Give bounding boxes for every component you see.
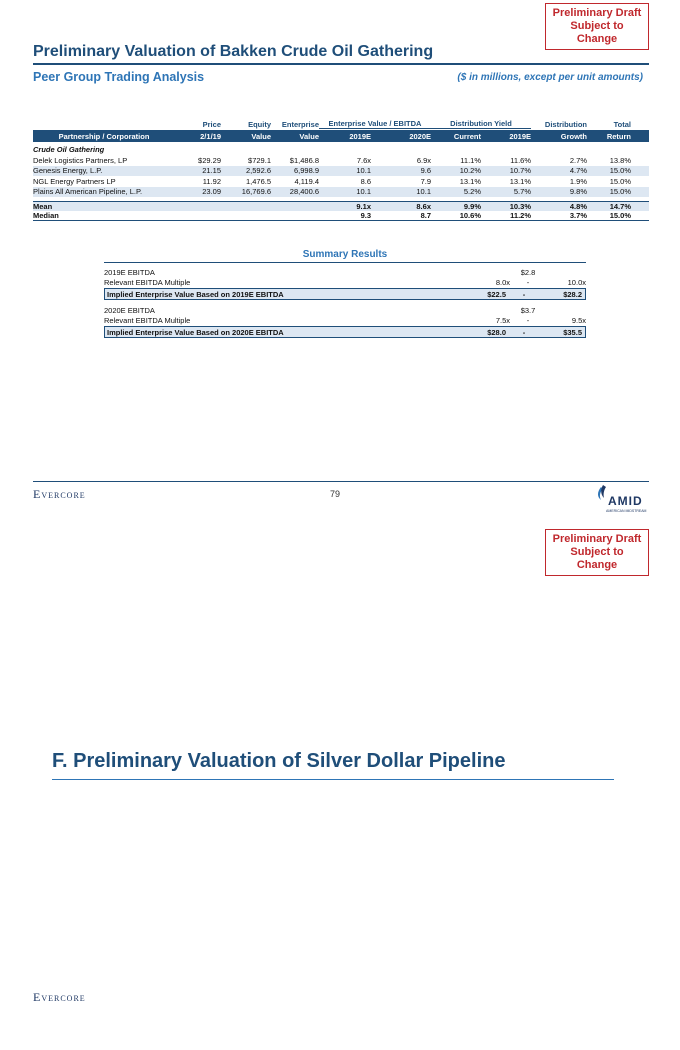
row-yield-2019: 10.7% [509,166,531,176]
draft-stamp [545,3,649,50]
row-name: NGL Energy Partners LP [33,176,116,186]
row-growth: 2.7% [569,155,587,165]
row-price: 21.15 [202,166,221,176]
mean-ev-2020: 8.6x [416,202,431,211]
row-enterprise: 4,119.4 [294,176,319,186]
ebitda-2020-value: $3.7 [520,305,536,315]
implied-ev-2020-label: Implied Enterprise Value Based on 2020E EBITDA [107,327,284,337]
col-header-enterprise-value: Value [299,131,319,141]
summary-divider [104,262,586,263]
summary-title: Summary Results [302,249,388,260]
median-return: 15.0% [609,211,631,220]
table-row [33,166,649,177]
median-ev-2019: 9.3 [360,211,371,220]
row-ev-2020: 9.6 [420,166,431,176]
implied-ev-2019-label: Implied Enterprise Value Based on 2019E EBITDA [107,289,284,299]
col-header-date: 2/1/19 [200,131,221,141]
implied-ev-2020-row [104,326,586,338]
ebitda-2019-label: 2019E EBITDA [104,267,155,277]
stamp-line-1: Preliminary Draft [552,7,642,19]
row-return: 15.0% [609,176,631,186]
median-ev-2020: 8.7 [420,211,431,220]
median-current-yield: 10.6% [459,211,481,220]
page-title: Preliminary Valuation of Bakken Crude Oil Gathering [33,43,434,60]
row-growth: 4.7% [569,166,587,176]
table-header-row-1 [33,118,649,130]
multiple-2020-high: 9.5x [571,315,586,325]
col-header-name: Partnership / Corporation [58,131,150,141]
stamp-line-2: Subject to Change [570,546,624,571]
mean-ev-2019: 9.1x [356,202,371,211]
row-current-yield: 10.2% [459,166,481,176]
row-name: Plains All American Pipeline, L.P. [33,187,143,197]
table-section-label: Crude Oil Gathering [33,145,105,154]
footer-divider [33,481,649,482]
row-ev-2019: 10.1 [356,187,371,197]
implied-ev-2019-low: $22.5 [487,289,506,299]
table-row [33,176,649,187]
row-yield-2019: 5.7% [513,187,531,197]
range-dash: - [522,327,526,337]
section-title: F. Preliminary Valuation of Silver Dollar Pipeline [52,750,506,772]
mean-return: 14.7% [609,202,631,211]
row-yield-2019: 13.1% [509,176,531,186]
row-enterprise: 28,400.6 [289,187,319,197]
multiple-2019-high: 10.0x [567,277,586,287]
draft-stamp [545,529,649,576]
row-equity: 1,476.5 [245,176,271,186]
col-header-equity: Equity [248,119,271,129]
implied-ev-2020-low: $28.0 [487,327,506,337]
evercore-logo: Evercore [33,990,86,1004]
evercore-logo: Evercore [33,487,86,501]
ebitda-2019-row [104,267,586,277]
row-ev-2019: 7.6x [356,155,371,165]
row-return: 13.8% [609,155,631,165]
row-return: 15.0% [609,166,631,176]
col-header-total: Total [613,119,631,129]
row-equity: 2,592.6 [245,166,271,176]
col-header-enterprise: Enterprise [281,119,319,129]
implied-ev-2019-high: $28.2 [563,289,582,299]
mean-label: Mean [33,202,53,211]
multiple-2019-low: 8.0x [495,277,510,287]
ebitda-2020-label: 2020E EBITDA [104,305,155,315]
stamp-line-2: Subject to Change [570,20,624,45]
row-price: $29.29 [198,155,221,165]
col-header-distribution: Distribution [544,119,587,129]
median-label: Median [33,211,59,220]
implied-ev-2019-row [104,288,586,300]
multiple-2019-label: Relevant EBITDA Multiple [104,277,191,287]
col-header-ev-2019: 2019E [349,131,371,141]
col-header-growth: Growth [560,131,587,141]
col-header-price: Price [202,119,221,129]
row-name: Delek Logistics Partners, LP [33,155,128,165]
col-header-yield-2019: 2019E [509,131,531,141]
range-dash: - [526,277,530,287]
row-equity: 16,769.6 [241,187,271,197]
median-row [33,211,649,221]
ebitda-2020-row [104,305,586,315]
amid-logo-text: AMID [608,494,643,508]
row-yield-2019: 11.6% [510,155,531,165]
multiple-2019-row [104,277,586,287]
mean-current-yield: 9.9% [463,202,481,211]
row-enterprise: 6,998.9 [293,166,319,176]
mean-growth: 4.8% [569,202,587,211]
row-growth: 9.8% [569,187,587,197]
row-ev-2019: 10.1 [356,166,371,176]
ebitda-2019-value: $2.8 [520,267,536,277]
row-ev-2019: 8.6 [360,176,371,186]
row-ev-2020: 10.1 [416,187,431,197]
table-row [33,187,649,198]
row-return: 15.0% [609,187,631,197]
multiple-2020-label: Relevant EBITDA Multiple [104,315,191,325]
col-group-dist-yield: Distribution Yield [431,119,531,129]
col-group-ev-ebitda: Enterprise Value / EBITDA [319,119,431,129]
col-header-return: Return [606,131,631,141]
range-dash: - [526,315,530,325]
units-note: ($ in millions, except per unit amounts) [457,72,643,83]
amid-logo-subtext: AMERICAN MIDSTREAM [606,509,647,513]
row-ev-2020: 6.9x [416,155,431,165]
median-growth: 3.7% [569,211,587,220]
table-header-row-2 [33,130,649,142]
median-yield-2019: 11.2% [510,211,531,220]
table-row [33,155,649,166]
summary-results [104,267,586,343]
multiple-2020-low: 7.5x [495,315,510,325]
row-price: 11.92 [202,176,221,186]
row-equity: $729.1 [248,155,271,165]
implied-ev-2020-high: $35.5 [563,327,582,337]
col-header-equity-value: Value [251,131,271,141]
row-ev-2020: 7.9 [420,176,431,186]
mean-row [33,201,649,211]
row-enterprise: $1,486.8 [289,155,319,165]
row-name: Genesis Energy, L.P. [33,166,103,176]
row-growth: 1.9% [569,176,587,186]
row-current-yield: 11.1% [460,155,481,165]
col-header-ev-2020: 2020E [409,131,431,141]
title-divider [33,63,649,65]
page-subtitle: Peer Group Trading Analysis [33,70,205,84]
peer-group-table [33,118,649,221]
section-divider [52,779,614,780]
row-price: 23.09 [202,187,221,197]
stamp-line-1: Preliminary Draft [552,533,642,545]
col-header-current: Current [453,131,481,141]
mean-yield-2019: 10.3% [509,202,531,211]
range-dash: - [522,289,526,299]
page-number: 79 [330,489,341,499]
row-current-yield: 13.1% [459,176,481,186]
multiple-2020-row [104,315,586,325]
row-current-yield: 5.2% [463,187,481,197]
